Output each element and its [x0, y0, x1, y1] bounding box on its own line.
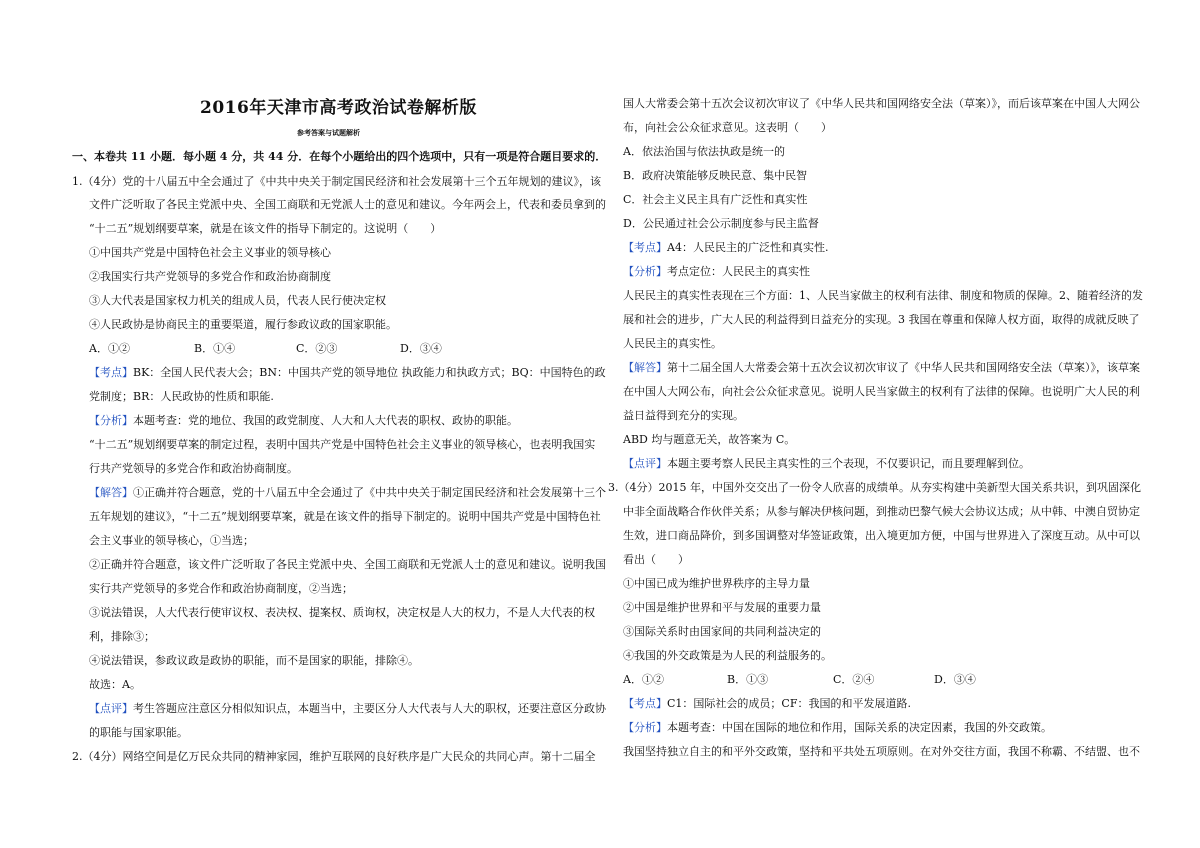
q1-item: ②我国实行共产党领导的多党合作和政治协商制度 — [89, 270, 331, 283]
kaodian-tag: 【考点】 — [623, 241, 667, 254]
q3-tail-line: 我国坚持独立自主的和平外交政策，坚持和平共处五项原则。在对外交往方面，我国不称霸、不结盟、也不 — [623, 745, 1140, 758]
q3-fenxi-text: 本题考查：中国在国际的地位和作用，国际关系的决定因素，我国的外交政策。 — [667, 721, 1052, 734]
q1-stem-line: “十二五”规划纲要草案，就是在该文件的指导下制定的。这说明（ ） — [89, 222, 442, 235]
q3-options — [623, 673, 976, 687]
q1-jieda-line: 会主义事业的领导核心，①当选； — [89, 534, 254, 547]
q3-stem-line: 看出（ ） — [623, 553, 689, 566]
q1-fenxi — [89, 414, 518, 428]
q1-jieda-line: ③说法错误，人大代表行使审议权、表决权、提案权、质询权，决定权是人大的权力，不是人大代表的权 — [89, 606, 595, 619]
q2-stem-line: 国人大常委会第十五次会议初次审议了《中华人民共和国网络安全法（草案）》，而后该草案在中国人大网公 — [623, 97, 1140, 110]
q1-option-d: D．③④ — [400, 342, 442, 355]
q1-jieda-line: ②正确并符合题意，该文件广泛听取了各民主党派中央、全国工商联和无党派人士的意见和建议。说明我国 — [89, 558, 606, 571]
jieda-tag: 【解答】 — [623, 361, 667, 374]
q2-jieda-line: 在中国人大网公布，向社会公众征求意见。说明人民当家做主的权利有了法律的保障。也说明广大人民的利 — [623, 385, 1140, 398]
q1-option-b: B．①④ — [194, 342, 236, 355]
q2-answer: ABD 均与题意无关，故答案为 C。 — [623, 433, 796, 446]
q2-kaodian-text: A4：人民民主的广泛性和真实性. — [667, 241, 829, 254]
q1-jieda-text: ①正确并符合题意，党的十八届五中全会通过了《中共中央关于制定国民经济和社会发展第十三个 — [133, 486, 606, 499]
q3-fenxi — [623, 721, 1052, 735]
q1-stem-line: 1.（4分）党的十八届五中全会通过了《中共中央关于制定国民经济和社会发展第十三个五年规划的建议》，该 — [72, 175, 601, 188]
q1-option-a: A．①② — [89, 342, 130, 355]
page-title: 2016年天津市高考政治试卷解析版 — [200, 98, 477, 118]
q1-dianping-text: 考生答题应注意区分相似知识点，本题当中，主要区分人大代表与人大的职权，还要注意区分政协 — [133, 702, 606, 715]
q1-answer: 故选：A。 — [89, 678, 141, 691]
q3-option-b: B．①③ — [727, 673, 769, 686]
q1-jieda-line: 实行共产党领导的多党合作和政治协商制度，②当选； — [89, 582, 353, 595]
q2-jieda-text: 第十二届全国人大常委会第十五次会议初次审议了《中华人民共和国网络安全法（草案）》，该草案 — [667, 361, 1140, 374]
q1-kaodian — [89, 366, 606, 380]
kaodian-tag: 【考点】 — [89, 366, 133, 379]
q2-fenxi-text: 考点定位：人民民主的真实性 — [667, 265, 810, 278]
q1-item: ①中国共产党是中国特色社会主义事业的领导核心 — [89, 246, 331, 259]
q1-fenxi-text: 本题考查：党的地位、我国的政党制度、人大和人大代表的职权、政协的职能。 — [133, 414, 518, 427]
q2-option-c: C．社会主义民主具有广泛性和真实性 — [623, 193, 808, 206]
q3-option-a: A．①② — [623, 673, 664, 686]
q1-item: ③人大代表是国家权力机关的组成人员，代表人民行使决定权 — [89, 294, 386, 307]
q1-option-c: C．②③ — [296, 342, 338, 355]
q2-option-b: B．政府决策能够反映民意、集中民智 — [623, 169, 808, 182]
q3-stem-line: 中非全面战略合作伙伴关系；从参与解决伊核问题，到推动巴黎气候大会协议达成；从中韩、中澳自贸协定 — [623, 505, 1140, 518]
q1-jieda-line: 利，排除③； — [89, 630, 155, 643]
q1-dianping-line: 的职能与国家职能。 — [89, 726, 188, 739]
fenxi-tag: 【分析】 — [623, 721, 667, 734]
q1-jieda-line: 五年规划的建议》，“十二五”规划纲要草案，就是在该文件的指导下制定的。说明中国共产党是中国特色社 — [89, 510, 601, 523]
q3-item: ②中国是维护世界和平与发展的重要力量 — [623, 601, 821, 614]
q2-fenxi — [623, 265, 810, 279]
q2-stem-line: 布，向社会公众征求意见。这表明（ ） — [623, 121, 832, 134]
q3-item: ③国际关系时由国家间的共同利益决定的 — [623, 625, 821, 638]
q2-jieda-line: 益日益得到充分的实现。 — [623, 409, 744, 422]
q3-kaodian-text: C1：国际社会的成员；CF：我国的和平发展道路. — [667, 697, 911, 710]
jieda-tag: 【解答】 — [89, 486, 133, 499]
q3-stem-line: 3.（4分）2015 年，中国外交交出了一份令人欣喜的成绩单。从夯实构建中美新型大国关系共识，到巩固深化 — [608, 481, 1141, 494]
q3-option-d: D．③④ — [934, 673, 976, 686]
q1-jieda — [89, 486, 606, 500]
dianping-tag: 【点评】 — [623, 457, 667, 470]
q1-kaodian-text: BK：全国人民代表大会；BN：中国共产党的领导地位 执政能力和执政方式；BQ：中国特色的政 — [133, 366, 606, 379]
q2-dianping-text: 本题主要考察人民民主真实性的三个表现，不仅要识记，而且要理解到位。 — [667, 457, 1030, 470]
dianping-tag: 【点评】 — [89, 702, 133, 715]
q2-option-d: D．公民通过社会公示制度参与民主监督 — [623, 217, 819, 230]
q1-jieda-line: ④说法错误，参政议政是政协的职能，而不是国家的职能，排除④。 — [89, 654, 419, 667]
fenxi-tag: 【分析】 — [623, 265, 667, 278]
q2-body-line: 展和社会的进步，广大人民的利益得到日益充分的实现。3 我国在尊重和保障人权方面，取得的成就反映了 — [623, 313, 1140, 326]
q1-fenxi-line: 行共产党领导的多党合作和政治协商制度。 — [89, 462, 298, 475]
q1-dianping — [89, 702, 606, 716]
q1-item: ④人民政协是协商民主的重要渠道，履行参政议政的国家职能。 — [89, 318, 397, 331]
right-column — [600, 0, 1200, 848]
fenxi-tag: 【分析】 — [89, 414, 133, 427]
q1-options — [89, 342, 442, 356]
kaodian-tag: 【考点】 — [623, 697, 667, 710]
q1-fenxi-line: “十二五”规划纲要草案的制定过程，表明中国共产党是中国特色社会主义事业的领导核心，也表明我国实 — [89, 438, 596, 451]
q2-kaodian — [623, 241, 828, 255]
q3-option-c: C．②④ — [833, 673, 875, 686]
q3-item: ④我国的外交政策是为人民的利益服务的。 — [623, 649, 832, 662]
q1-stem-line: 文件广泛听取了各民主党派中央、全国工商联和无党派人士的意见和建议。今年两会上，代表和委员拿到的 — [89, 198, 606, 211]
section-heading: 一、本卷共 11 小题．每小题 4 分，共 44 分．在每个小题给出的四个选项中，只有一项是符合题目要求的． — [72, 150, 607, 163]
q2-dianping — [623, 457, 1030, 471]
page-subtitle: 参考答案与试题解析 — [297, 128, 360, 137]
q2-option-a: A．依法治国与依法执政是统一的 — [623, 145, 785, 158]
q1-kaodian-cont: 党制度；BR：人民政协的性质和职能. — [89, 390, 274, 403]
q3-kaodian — [623, 697, 911, 711]
q2-jieda — [623, 361, 1140, 375]
q3-item: ①中国已成为维护世界秩序的主导力量 — [623, 577, 810, 590]
q2-body-line: 人民民主的真实性。 — [623, 337, 722, 350]
q2-body-line: 人民民主的真实性表现在三个方面：1、人民当家做主的权利有法律、制度和物质的保障。2、随着经济的发 — [623, 289, 1143, 302]
q3-stem-line: 生效，进口商品降价，到多国调整对华签证政策，出入境更加方便，中国与世界进入了深度互动。从中可以 — [623, 529, 1140, 542]
q2-stem-start: 2.（4分）网络空间是亿万民众共同的精神家园，维护互联网的良好秩序是广大民众的共同心声。第十二届全 — [72, 750, 596, 763]
